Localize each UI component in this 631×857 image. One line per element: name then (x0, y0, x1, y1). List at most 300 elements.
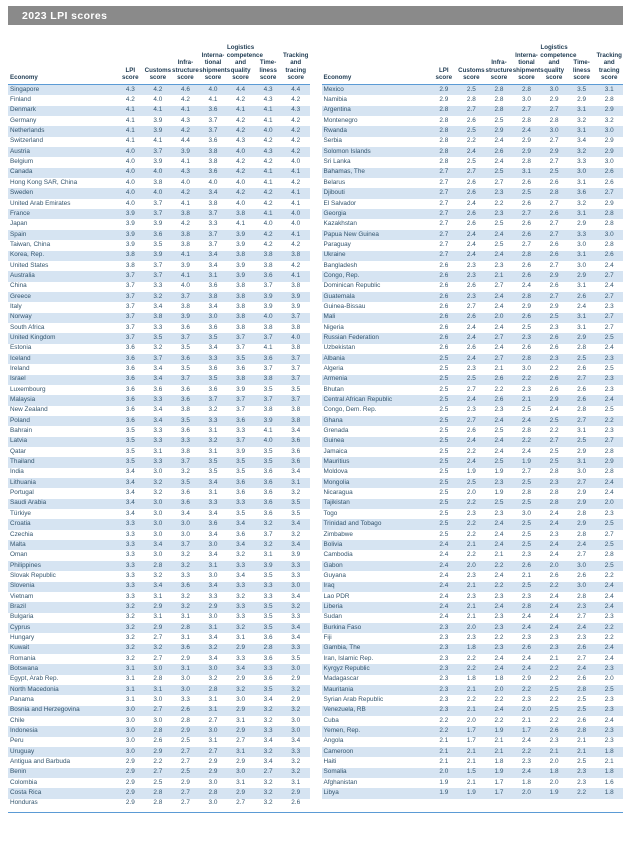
score-value: 2.7 (430, 188, 458, 198)
score-value: 2.1 (430, 757, 458, 767)
score-value: 2.6 (540, 251, 568, 261)
table-bottom-rule (8, 812, 623, 813)
score-value: 3.0 (199, 778, 227, 788)
score-value: 2.2 (458, 530, 486, 540)
score-value: 4.6 (172, 85, 200, 96)
score-value: 2.4 (430, 571, 458, 581)
score-value: 3.3 (117, 530, 145, 540)
score-value: 2.9 (144, 747, 172, 757)
score-value: 2.1 (458, 706, 486, 716)
score-value: 3.7 (117, 302, 145, 312)
score-value: 3.4 (199, 302, 227, 312)
score-value: 2.9 (540, 147, 568, 157)
score-value: 4.2 (227, 126, 255, 136)
score-value: 3.8 (144, 178, 172, 188)
score-value: 3.8 (227, 292, 255, 302)
score-value: 3.0 (513, 95, 541, 105)
score-value: 3.7 (172, 375, 200, 385)
score-value: 3.4 (199, 251, 227, 261)
score-value: 2.5 (485, 116, 513, 126)
score-value: 3.0 (199, 664, 227, 674)
score-value: 4.1 (282, 168, 310, 178)
score-value: 3.6 (282, 447, 310, 457)
score-value: 2.5 (485, 426, 513, 436)
score-value: 3.6 (254, 509, 282, 519)
table-row (8, 447, 310, 457)
score-value: 2.5 (568, 695, 596, 705)
score-value: 3.6 (227, 364, 255, 374)
score-value: 2.6 (458, 313, 486, 323)
score-value: 2.8 (568, 592, 596, 602)
table-row (322, 623, 624, 633)
score-value: 3.8 (117, 251, 145, 261)
score-value: 3.0 (117, 737, 145, 747)
score-value: 2.6 (513, 271, 541, 281)
table-row (8, 282, 310, 292)
score-value: 3.9 (117, 230, 145, 240)
score-value: 2.5 (430, 385, 458, 395)
score-value: 3.7 (172, 333, 200, 343)
score-value: 3.0 (282, 582, 310, 592)
score-value: 1.7 (485, 778, 513, 788)
score-value: 1.7 (485, 788, 513, 798)
score-value: 2.5 (485, 457, 513, 467)
score-value: 3.5 (254, 385, 282, 395)
score-value: 3.2 (254, 788, 282, 798)
score-value: 2.3 (485, 613, 513, 623)
score-value: 3.2 (282, 488, 310, 498)
score-value: 2.2 (458, 137, 486, 147)
score-value: 2.3 (595, 426, 623, 436)
score-value: 2.9 (227, 757, 255, 767)
score-value: 4.2 (254, 230, 282, 240)
score-value: 1.9 (430, 788, 458, 798)
score-value: 2.4 (513, 768, 541, 778)
score-value: 3.6 (254, 633, 282, 643)
score-value: 3.1 (254, 550, 282, 560)
score-value: 2.6 (458, 344, 486, 354)
economy-name: Botswana (8, 664, 117, 674)
score-value: 2.0 (540, 757, 568, 767)
score-value: 2.2 (430, 716, 458, 726)
score-value: 3.1 (568, 251, 596, 261)
score-value: 3.8 (254, 261, 282, 271)
table-row (8, 406, 310, 416)
table-row (322, 478, 624, 488)
table-row (8, 147, 310, 157)
score-value: 2.3 (595, 706, 623, 716)
economy-name: Norway (8, 313, 117, 323)
score-value: 2.5 (430, 457, 458, 467)
score-value: 2.7 (568, 375, 596, 385)
score-value: 2.8 (513, 488, 541, 498)
table-row (322, 644, 624, 654)
score-value: 2.2 (458, 499, 486, 509)
score-value: 3.0 (172, 519, 200, 529)
score-value: 4.1 (144, 106, 172, 116)
score-value: 2.6 (430, 261, 458, 271)
score-value: 3.0 (540, 85, 568, 96)
score-value: 1.9 (485, 768, 513, 778)
score-value: 3.9 (144, 116, 172, 126)
economy-name: Ukraine (322, 251, 431, 261)
score-value: 2.2 (540, 582, 568, 592)
score-value: 1.8 (595, 788, 623, 798)
score-value: 3.6 (199, 168, 227, 178)
score-value: 2.5 (513, 323, 541, 333)
score-value: 2.7 (458, 302, 486, 312)
economy-name: Rwanda (322, 126, 431, 136)
score-value: 2.0 (485, 685, 513, 695)
economy-name: Venezuela, RB (322, 706, 431, 716)
score-value: 2.1 (513, 395, 541, 405)
economy-name: Israel (8, 375, 117, 385)
score-value: 2.7 (540, 261, 568, 271)
score-value: 2.2 (513, 375, 541, 385)
score-value: 2.5 (595, 540, 623, 550)
score-value: 2.7 (485, 282, 513, 292)
score-value: 2.4 (595, 592, 623, 602)
economy-name: Central African Republic (322, 395, 431, 405)
score-value: 3.5 (144, 240, 172, 250)
score-value: 3.2 (144, 344, 172, 354)
score-value: 2.9 (430, 95, 458, 105)
score-value: 3.7 (172, 457, 200, 467)
score-value: 3.6 (144, 230, 172, 240)
score-value: 3.3 (282, 747, 310, 757)
score-value: 2.4 (540, 406, 568, 416)
economy-name: Costa Rica (8, 788, 117, 798)
score-value: 4.1 (117, 116, 145, 126)
score-value: 3.1 (227, 747, 255, 757)
score-value: 2.3 (458, 509, 486, 519)
economy-name: Syrian Arab Republic (322, 695, 431, 705)
score-value: 2.9 (227, 644, 255, 654)
score-value: 2.6 (540, 726, 568, 736)
score-value: 2.1 (485, 747, 513, 757)
score-value: 3.2 (172, 561, 200, 571)
column-header-logistics-competence-score: Logistics competence and quality score (540, 36, 568, 85)
score-value: 2.5 (430, 406, 458, 416)
score-value: 2.4 (430, 561, 458, 571)
score-value: 2.5 (568, 757, 596, 767)
score-value: 4.1 (144, 137, 172, 147)
score-value: 3.5 (254, 623, 282, 633)
score-value: 3.7 (227, 344, 255, 354)
table-column-right (316, 36, 631, 809)
score-value: 2.7 (199, 716, 227, 726)
score-value: 2.4 (540, 519, 568, 529)
score-value: 3.0 (199, 540, 227, 550)
economy-name: China (8, 282, 117, 292)
score-value: 3.8 (282, 406, 310, 416)
score-value: 4.2 (227, 116, 255, 126)
score-value: 2.8 (595, 550, 623, 560)
score-value: 3.7 (227, 395, 255, 405)
score-value: 2.9 (172, 654, 200, 664)
score-value: 2.1 (513, 571, 541, 581)
score-value: 1.8 (485, 675, 513, 685)
score-value: 2.7 (199, 747, 227, 757)
column-header-lpi-score: LPI score (430, 36, 458, 85)
economy-name: Cameroon (322, 747, 431, 757)
score-value: 2.6 (595, 251, 623, 261)
score-value: 3.6 (172, 644, 200, 654)
economy-name: Mali (322, 313, 431, 323)
score-value: 2.5 (595, 406, 623, 416)
table-row (322, 571, 624, 581)
score-value: 4.2 (117, 95, 145, 105)
score-value: 3.0 (172, 675, 200, 685)
score-value: 3.4 (117, 468, 145, 478)
economy-name: Sudan (322, 613, 431, 623)
score-value: 3.3 (199, 354, 227, 364)
economy-name: Switzerland (8, 137, 117, 147)
economy-name: Benin (8, 768, 117, 778)
score-value: 3.2 (117, 654, 145, 664)
score-value: 2.4 (430, 540, 458, 550)
score-value: 2.6 (430, 292, 458, 302)
score-value: 3.2 (254, 778, 282, 788)
table-title: 2023 LPI scores (22, 9, 108, 22)
score-value: 3.4 (172, 509, 200, 519)
score-value: 3.9 (254, 292, 282, 302)
score-value: 3.6 (199, 137, 227, 147)
score-value: 2.6 (540, 178, 568, 188)
score-value: 3.8 (282, 282, 310, 292)
score-value: 4.1 (254, 178, 282, 188)
score-value: 2.9 (568, 219, 596, 229)
score-value: 3.4 (282, 737, 310, 747)
score-value: 2.4 (513, 447, 541, 457)
score-value: 2.7 (227, 737, 255, 747)
score-value: 2.9 (513, 137, 541, 147)
score-value: 2.9 (282, 675, 310, 685)
score-value: 3.4 (199, 633, 227, 643)
economy-name: Spain (8, 230, 117, 240)
score-value: 3.3 (117, 540, 145, 550)
score-value: 3.6 (172, 426, 200, 436)
score-value: 3.3 (117, 519, 145, 529)
score-value: 3.1 (144, 613, 172, 623)
score-value: 3.7 (254, 395, 282, 405)
table-row (322, 778, 624, 788)
score-value: 4.3 (254, 147, 282, 157)
score-value: 4.0 (254, 126, 282, 136)
score-value: 3.8 (227, 251, 255, 261)
score-value: 2.7 (430, 219, 458, 229)
score-value: 2.2 (540, 695, 568, 705)
score-value: 3.7 (227, 437, 255, 447)
score-value: 3.9 (172, 147, 200, 157)
score-value: 4.1 (172, 157, 200, 167)
score-value: 1.8 (595, 768, 623, 778)
score-value: 2.1 (485, 550, 513, 560)
score-value: 3.0 (144, 509, 172, 519)
score-value: 2.9 (568, 499, 596, 509)
score-value: 3.2 (254, 519, 282, 529)
score-value: 2.6 (568, 675, 596, 685)
table-row (322, 333, 624, 343)
table-row (322, 757, 624, 767)
score-value: 3.5 (227, 509, 255, 519)
score-value: 3.1 (227, 778, 255, 788)
score-value: 2.9 (513, 675, 541, 685)
score-value: 3.6 (172, 323, 200, 333)
table-row (8, 757, 310, 767)
score-value: 2.4 (458, 354, 486, 364)
economy-name: Somalia (322, 768, 431, 778)
economy-name: Montenegro (322, 116, 431, 126)
economy-name: Croatia (8, 519, 117, 529)
score-value: 2.9 (595, 457, 623, 467)
economy-name: Bolivia (322, 540, 431, 550)
score-value: 3.7 (144, 147, 172, 157)
score-value: 3.9 (227, 240, 255, 250)
table-row (322, 519, 624, 529)
score-value: 3.3 (282, 644, 310, 654)
score-value: 2.1 (485, 271, 513, 281)
economy-name: Guyana (322, 571, 431, 581)
score-value: 3.7 (117, 271, 145, 281)
score-value: 2.5 (540, 416, 568, 426)
score-value: 3.0 (199, 313, 227, 323)
score-value: 3.7 (227, 406, 255, 416)
table-row (8, 437, 310, 447)
score-value: 2.5 (513, 406, 541, 416)
score-value: 2.2 (458, 664, 486, 674)
score-value: 2.3 (458, 406, 486, 416)
score-value: 4.3 (282, 106, 310, 116)
economy-name: Sweden (8, 188, 117, 198)
score-value: 3.8 (144, 313, 172, 323)
score-value: 2.0 (485, 313, 513, 323)
score-value: 4.1 (117, 137, 145, 147)
score-value: 4.0 (117, 157, 145, 167)
score-value: 4.1 (254, 426, 282, 436)
score-value: 2.2 (485, 385, 513, 395)
score-value: 2.8 (540, 499, 568, 509)
economy-name: Egypt, Arab Rep. (8, 675, 117, 685)
score-value: 2.8 (513, 354, 541, 364)
score-value: 3.8 (172, 447, 200, 457)
score-value: 3.3 (254, 664, 282, 674)
table-row (322, 178, 624, 188)
score-value: 2.5 (144, 778, 172, 788)
score-value: 3.3 (172, 695, 200, 705)
score-value: 1.7 (458, 737, 486, 747)
score-value: 4.0 (144, 168, 172, 178)
score-value: 2.4 (540, 509, 568, 519)
score-value: 2.8 (144, 799, 172, 809)
score-value: 3.6 (117, 375, 145, 385)
score-value: 2.2 (540, 664, 568, 674)
economy-name: Kuwait (8, 644, 117, 654)
score-value: 2.3 (595, 375, 623, 385)
economy-name: Mongolia (322, 478, 431, 488)
table-row (8, 582, 310, 592)
score-value: 3.7 (172, 540, 200, 550)
score-value: 3.8 (227, 375, 255, 385)
score-value: 2.0 (458, 561, 486, 571)
score-value: 4.2 (282, 116, 310, 126)
score-value: 2.9 (568, 271, 596, 281)
economy-name: Bhutan (322, 385, 431, 395)
table-row (322, 582, 624, 592)
score-value: 3.5 (172, 416, 200, 426)
score-value: 2.5 (485, 168, 513, 178)
score-value: 2.0 (513, 788, 541, 798)
score-value: 2.9 (117, 768, 145, 778)
score-value: 3.7 (117, 333, 145, 343)
table-row (322, 613, 624, 623)
table-row (322, 126, 624, 136)
economy-name: Belgium (8, 157, 117, 167)
economy-name: Russian Federation (322, 333, 431, 343)
score-value: 3.4 (117, 499, 145, 509)
score-value: 3.4 (144, 582, 172, 592)
score-value: 3.0 (117, 747, 145, 757)
score-value: 2.4 (485, 230, 513, 240)
score-value: 3.6 (282, 437, 310, 447)
score-value: 3.3 (199, 416, 227, 426)
score-value: 2.3 (485, 188, 513, 198)
score-value: 1.9 (430, 778, 458, 788)
score-value: 4.2 (254, 157, 282, 167)
score-value: 3.2 (172, 550, 200, 560)
score-value: 2.5 (513, 519, 541, 529)
table-title-bar (8, 6, 623, 25)
score-value: 2.9 (227, 706, 255, 716)
table-row (8, 271, 310, 281)
score-value: 2.5 (430, 426, 458, 436)
score-value: 2.3 (540, 644, 568, 654)
economy-name: Belarus (322, 178, 431, 188)
score-value: 3.1 (199, 623, 227, 633)
score-value: 3.4 (144, 416, 172, 426)
economy-name: Slovak Republic (8, 571, 117, 581)
score-value: 2.8 (430, 126, 458, 136)
economy-name: Qatar (8, 447, 117, 457)
economy-name: Hong Kong SAR, China (8, 178, 117, 188)
score-value: 2.6 (513, 344, 541, 354)
table-row (322, 602, 624, 612)
score-value: 2.6 (540, 344, 568, 354)
score-value: 2.7 (513, 106, 541, 116)
score-value: 3.0 (144, 519, 172, 529)
score-value: 3.0 (199, 799, 227, 809)
economy-name: Albania (322, 354, 431, 364)
economy-name: Estonia (8, 344, 117, 354)
table-row (322, 271, 624, 281)
score-value: 3.6 (172, 385, 200, 395)
economy-name: Ghana (322, 416, 431, 426)
score-value: 2.7 (430, 168, 458, 178)
score-value: 3.5 (117, 447, 145, 457)
score-value: 2.1 (458, 778, 486, 788)
score-value: 2.3 (595, 509, 623, 519)
score-value: 4.0 (117, 178, 145, 188)
score-value: 2.7 (513, 209, 541, 219)
economy-name: Djibouti (322, 188, 431, 198)
score-value: 3.8 (172, 209, 200, 219)
score-value: 2.8 (144, 726, 172, 736)
score-value: 2.2 (540, 716, 568, 726)
score-value: 3.4 (199, 478, 227, 488)
score-value: 3.2 (172, 592, 200, 602)
score-value: 2.6 (540, 333, 568, 343)
column-header-international-shipments-score: Interna- tional shipments score (513, 36, 541, 85)
